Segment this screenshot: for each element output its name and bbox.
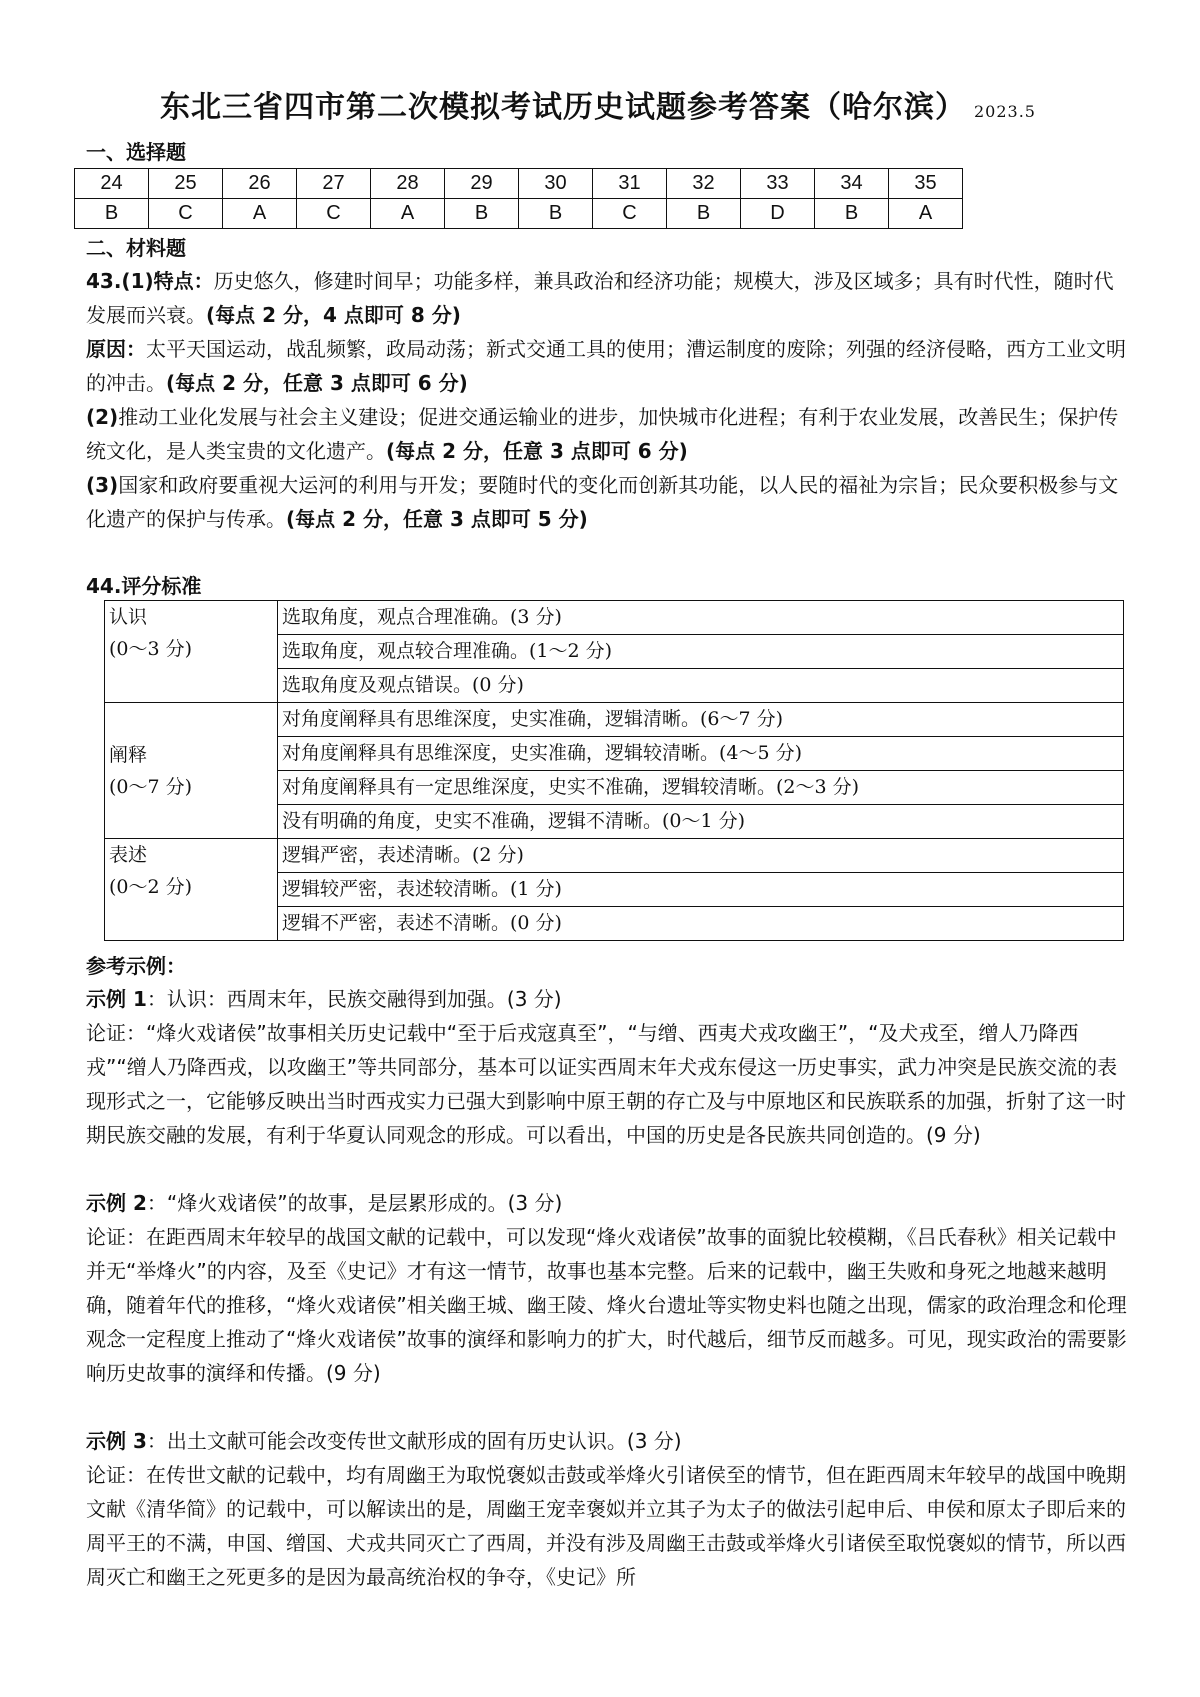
rubric-criterion: 对角度阐释具有思维深度，史实准确，逻辑清晰。(6～7 分) <box>278 703 1124 737</box>
example-1-claim <box>86 982 1132 1016</box>
rubric-criterion: 选取角度及观点错误。(0 分) <box>278 669 1124 703</box>
rubric-criterion: 选取角度，观点较合理准确。(1～2 分) <box>278 635 1124 669</box>
mcq-answer: B <box>75 199 149 229</box>
mcq-number: 33 <box>741 169 815 199</box>
title-text: 东北三省四市第二次模拟考试历史试题参考答案（哈尔滨） <box>160 90 966 125</box>
mcq-number: 27 <box>297 169 371 199</box>
example-2-argument: 论证：在距西周末年较早的战国文献的记载中，可以发现“烽火戏诸侯”故事的面貌比较模糊，《吕氏春秋》相关记载中并无“举烽火”的内容，及至《史记》才有这一情节，故事也基本完整。后来的记载中，幽王失败和身死之地越来越明确，随着年代的推移，“烽火戏诸侯”相关幽王城、幽王陵、烽火台遗址等实物史料也随之出现，儒家的政治理念和伦理观念一定程度上推动了“烽火戏诸侯”故事的演绎和影响力的扩大，时代越后，细节反而越多。可见，现实政治的需要影响历史故事的演绎和传播。(9 分) <box>86 1225 1127 1385</box>
mcq-number: 29 <box>445 169 519 199</box>
mcq-number: 35 <box>889 169 963 199</box>
mcq-answer: B <box>815 199 889 229</box>
mcq-answer: B <box>667 199 741 229</box>
rubric-category-label: 阐释 <box>109 743 148 766</box>
rubric-row <box>105 601 1124 635</box>
rubric-criterion: 逻辑较严密，表述较清晰。(1 分) <box>278 873 1124 907</box>
q43-p4-label: (3) <box>86 473 119 497</box>
mcq-number: 25 <box>149 169 223 199</box>
mcq-answer-table <box>74 168 963 229</box>
rubric-category-range: (0～3 分) <box>109 638 193 660</box>
q43-p1-score: (每点 2 分，4 点即可 8 分) <box>206 303 461 327</box>
rubric-category-cognition <box>105 601 278 703</box>
example-claim: ：认识：西周末年，民族交融得到加强。(3 分) <box>146 987 562 1011</box>
mcq-number: 26 <box>223 169 297 199</box>
example-claim: ：“烽火戏诸侯”的故事，是层累形成的。(3 分) <box>146 1191 563 1215</box>
example-label: 示例 2 <box>86 1191 147 1215</box>
q43-part3 <box>86 468 1132 536</box>
example-3-argument: 论证：在传世文献的记载中，均有周幽王为取悦褒姒击鼓或举烽火引诸侯至的情节，但在距西周末年较早的战国中晚期文献《清华简》的记载中，可以解读出的是，周幽王宠幸褒姒并立其子为太子的做法引起申后、申侯和原太子即后来的周平王的不满，申国、缯国、犬戎共同灭亡了西周，并没有涉及周幽王击鼓或举烽火引诸侯至取悦褒姒的情节，所以西周灭亡和幽王之死更多的是因为最高统治权的争夺，《史记》所 <box>86 1463 1126 1589</box>
q43-part2 <box>86 400 1132 468</box>
example-3-claim <box>86 1424 1132 1458</box>
mcq-answer: C <box>149 199 223 229</box>
q43-p3-score: (每点 2 分，任意 3 点即可 6 分) <box>386 439 688 463</box>
q43-p1-label: 43.(1)特点： <box>86 269 214 293</box>
example-1-argument: 论证：“烽火戏诸侯”故事相关历史记载中“至于后戎寇真至”，“与缯、西夷犬戎攻幽王”，“及犬戎至，缯人乃降西戎”“缯人乃降西戎，以攻幽王”等共同部分，基本可以证实西周末年犬戎东侵这一历史事实，武力冲突是民族交流的表现形式之一，它能够反映出当时西戎实力已强大到影响中原王朝的存亡及与中原地区和民族联系的加强，折射了这一时期民族交融的发展，有利于华夏认同观念的形成。可以看出，中国的历史是各民族共同创造的。(9 分) <box>86 1021 1126 1147</box>
mcq-number: 30 <box>519 169 593 199</box>
mcq-answer: D <box>741 199 815 229</box>
rubric-criterion: 没有明确的角度，史实不准确，逻辑不清晰。(0～1 分) <box>278 805 1124 839</box>
mcq-number: 32 <box>667 169 741 199</box>
q43-p3-text: 推动工业化发展与社会主义建设；促进交通运输业的进步，加快城市化进程；有利于农业发展，改善民生；保护传统文化，是人类宝贵的文化遗产。 <box>86 405 1119 463</box>
mcq-answer: C <box>593 199 667 229</box>
reference-examples-heading: 参考示例： <box>86 954 186 978</box>
mcq-answer: B <box>519 199 593 229</box>
rubric-category-expression <box>105 839 278 941</box>
mcq-number-row <box>75 169 963 199</box>
q43-p3-label: (2) <box>86 405 119 429</box>
mcq-answer: C <box>297 199 371 229</box>
mcq-answer-row <box>75 199 963 229</box>
q43-p2-text: 太平天国运动，战乱频繁，政局动荡；新式交通工具的使用；漕运制度的废除；列强的经济侵略，西方工业文明的冲击。 <box>86 337 1126 395</box>
rubric-row <box>105 839 1124 873</box>
rubric-category-range: (0～7 分) <box>109 775 193 798</box>
q43-p2-score: (每点 2 分，任意 3 点即可 6 分) <box>166 371 468 395</box>
section-heading-choice: 一、选择题 <box>86 140 186 164</box>
mcq-answer: A <box>371 199 445 229</box>
q43-p4-score: (每点 2 分，任意 3 点即可 5 分) <box>286 507 588 531</box>
mcq-number: 31 <box>593 169 667 199</box>
example-2-claim <box>86 1186 1132 1220</box>
date-text: 2023.5 <box>974 102 1036 121</box>
mcq-answer: A <box>889 199 963 229</box>
mcq-number: 24 <box>75 169 149 199</box>
rubric-criterion: 对角度阐释具有思维深度，史实准确，逻辑较清晰。(4～5 分) <box>278 737 1124 771</box>
q43-p1-text: 历史悠久，修建时间早；功能多样，兼具政治和经济功能；规模大，涉及区域多；具有时代性，随时代发展而兴衰。 <box>86 269 1114 327</box>
mcq-number: 28 <box>371 169 445 199</box>
q43-part1-features <box>86 264 1132 332</box>
rubric-criterion: 逻辑不严密，表述不清晰。(0 分) <box>278 907 1124 941</box>
q43-p2-label: 原因： <box>86 337 146 361</box>
example-label: 示例 1 <box>86 987 147 1011</box>
section-heading-material: 二、材料题 <box>86 236 186 260</box>
rubric-category-range: (0～2 分) <box>109 876 193 898</box>
rubric-category-explanation <box>105 703 278 839</box>
q43-part1-reasons <box>86 332 1132 400</box>
example-label: 示例 3 <box>86 1429 147 1453</box>
rubric-table <box>104 600 1124 941</box>
rubric-criterion: 逻辑严密，表述清晰。(2 分) <box>278 839 1124 873</box>
rubric-row <box>105 703 1124 737</box>
q43-p4-text: 国家和政府要重视大运河的利用与开发；要随时代的变化而创新其功能，以人民的福祉为宗旨；民众要积极参与文化遗产的保护与传承。 <box>86 473 1119 531</box>
mcq-answer: B <box>445 199 519 229</box>
mcq-number: 34 <box>815 169 889 199</box>
rubric-category-label: 表述 <box>109 844 148 866</box>
mcq-answer: A <box>223 199 297 229</box>
rubric-criterion: 选取角度，观点合理准确。(3 分) <box>278 601 1124 635</box>
q44-heading: 44.评分标准 <box>86 574 202 598</box>
rubric-category-label: 认识 <box>109 606 148 628</box>
rubric-criterion: 对角度阐释具有一定思维深度，史实不准确，逻辑较清晰。(2～3 分) <box>278 771 1124 805</box>
example-claim: ：出土文献可能会改变传世文献形成的固有历史认识。(3 分) <box>146 1429 682 1453</box>
page-title <box>160 82 1036 126</box>
